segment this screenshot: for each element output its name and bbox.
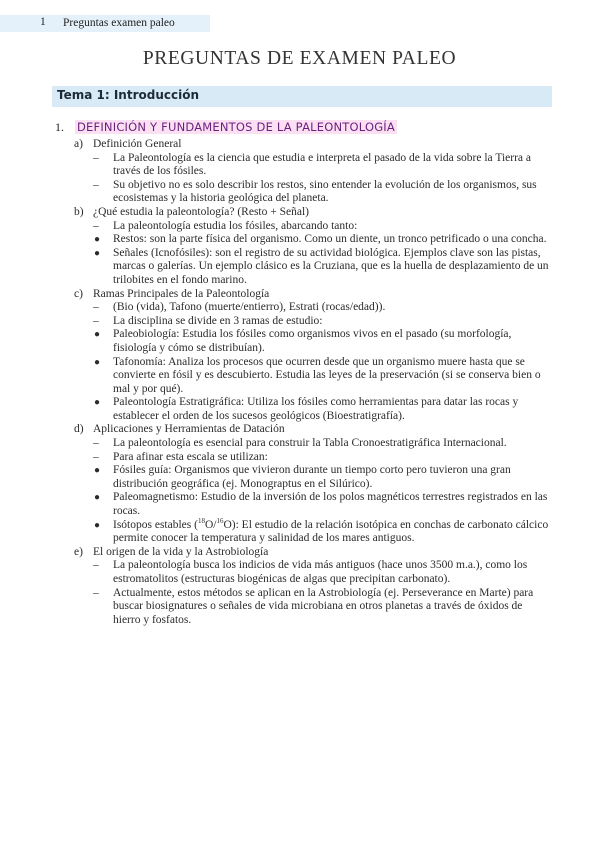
header-title: Preguntas examen paleo [63, 17, 175, 29]
isotope-superscript-16: 16 [216, 516, 224, 525]
subsection-heading [0, 288, 599, 302]
list-item-text: Actualmente, estos métodos se aplican en la Astrobiología (ej. Perseverance en Marte) para buscar biosignatures o señales de vida microbiana en otros planetas a través de óxidos de hierro y fosfatos. [113, 586, 534, 626]
subsection-letter: b) [74, 205, 84, 218]
section-number: 1. [55, 120, 64, 134]
bullet-marker: ● [94, 519, 101, 531]
list-item [0, 559, 599, 586]
list-item-text [113, 516, 549, 545]
subsection-title: Aplicaciones y Herramientas de Datación [93, 423, 285, 436]
dash-marker: – [93, 450, 99, 463]
subsection-heading [0, 546, 599, 560]
list-item-text: Restos: son la parte física del organismo. Como un diente, un tronco petrificado o una concha. [113, 233, 547, 246]
subsection-title: El origen de la vida y la Astrobiología [93, 545, 269, 558]
subsection-letter: c) [74, 287, 83, 300]
dash-marker: – [93, 586, 99, 599]
dash-marker: – [93, 301, 99, 314]
subsection-letter: d) [74, 423, 84, 436]
list-item-text: Paleobiología: Estudia los fósiles como organismos vivos en el pasado (su morfología, fisiología y cómo se distribuían). [113, 328, 512, 354]
list-item [0, 328, 599, 355]
bullet-marker: ● [94, 492, 101, 504]
tema-heading: Tema 1: Introducción [57, 88, 200, 102]
list-item-text: La paleontología estudia los fósiles, abarcando tanto: [113, 219, 358, 232]
list-item [0, 301, 599, 315]
dash-marker: – [93, 437, 99, 450]
list-item-text: La disciplina se divide en 3 ramas de estudio: [113, 314, 323, 327]
list-item [0, 152, 599, 179]
isotope-text-mid: O/ [204, 518, 217, 531]
list-item-text: La paleontología es esencial para construir la Tabla Cronoestratigráfica Internacional. [113, 437, 507, 450]
list-item [0, 491, 599, 518]
document-body [0, 138, 599, 627]
page-number: 1 [40, 16, 46, 28]
bullet-marker: ● [94, 356, 101, 368]
list-item [0, 464, 599, 491]
dash-marker: – [93, 151, 99, 164]
list-item-text: Paleomagnetismo: Estudio de la inversión de los polos magnéticos terrestres registrados en las rocas. [113, 491, 548, 518]
bullet-marker: ● [94, 397, 101, 409]
subsection-letter: a) [74, 138, 83, 150]
list-item-text: Para afinar esta escala se utilizan: [113, 450, 268, 463]
dash-marker: – [93, 178, 99, 191]
dash-marker: – [93, 219, 99, 232]
list-item-text: Señales (Icnofósiles): son el registro de su actividad biológica. Ejemplos clave son las pistas, marcas o galerías. Un ejemplo clásico es la Cruziana, que es la huella de desplazamiento de un trilobites en el fondo marino. [113, 246, 549, 286]
subsection-heading [0, 206, 599, 220]
list-item [0, 587, 599, 628]
isotope-superscript-18: 18 [197, 516, 205, 525]
list-item-text: (Bio (vida), Tafono (muerte/entierro), Estrati (rocas/edad)). [113, 301, 386, 314]
bullet-marker: ● [94, 247, 101, 259]
subsection-title: Ramas Principales de la Paleontología [93, 287, 270, 300]
page-title: PREGUNTAS DE EXAMEN PALEO [142, 48, 457, 69]
isotope-text-pre: Isótopos estables ( [113, 518, 198, 531]
list-item [0, 233, 599, 247]
list-item [0, 220, 599, 234]
subsection-heading [0, 138, 599, 152]
list-item [0, 356, 599, 397]
subsection-title: Definición General [93, 138, 182, 150]
list-item-text: Tafonomía: Analiza los procesos que ocurren desde que un organismo muere hasta que se convierte en fósil y es descubierto. Estudia las leyes de la preservación (si se conserva bien o mal y por qué). [113, 355, 541, 395]
list-item-text: La Paleontología es la ciencia que estudia e interpreta el pasado de la vida sobre la Tierra a través de los fósiles. [113, 151, 531, 178]
list-item [0, 451, 599, 465]
dash-marker: – [93, 559, 99, 572]
bullet-marker: ● [94, 234, 101, 246]
section-title: DEFINICIÓN Y FUNDAMENTOS DE LA PALEONTOLOGÍA [77, 120, 395, 134]
list-item-text: La paleontología busca los indicios de vida más antiguos (hace unos 3500 m.a.), como los estromatolitos (estructuras biogénicas de algas que precipitan carbonato). [113, 559, 528, 585]
dash-marker: – [93, 314, 99, 327]
subsection-letter: e) [74, 545, 83, 558]
list-item [0, 179, 599, 206]
list-item [0, 396, 599, 423]
list-item-text: Fósiles guía: Organismos que vivieron durante un tiempo corto pero tuvieron una gran distribución geográfica (ej. Monograptus en el Silúrico). [113, 464, 511, 490]
list-item [0, 437, 599, 451]
list-item [0, 247, 599, 288]
subsection-heading [0, 423, 599, 437]
bullet-marker: ● [94, 329, 101, 341]
list-item-text: Paleontología Estratigráfica: Utiliza los fósiles como herramientas para datar las rocas y establecer el orden de los sucesos geológicos (Bioestratigrafía). [113, 396, 519, 422]
bullet-marker: ● [94, 465, 101, 477]
isotope-text-post: O): El estudio de la relación isotópica en conchas de carbonato cálcico permite conocer la temperatura y salinidad de los mares antiguos. [113, 518, 549, 545]
list-item-text: Su objetivo no es solo describir los restos, sino entender la evolución de los organismos, sus ecosistemas y la historia geológica del planeta. [113, 178, 537, 205]
subsection-title: ¿Qué estudia la paleontología? (Resto + Señal) [93, 205, 309, 218]
list-item [0, 516, 599, 546]
list-item [0, 315, 599, 329]
